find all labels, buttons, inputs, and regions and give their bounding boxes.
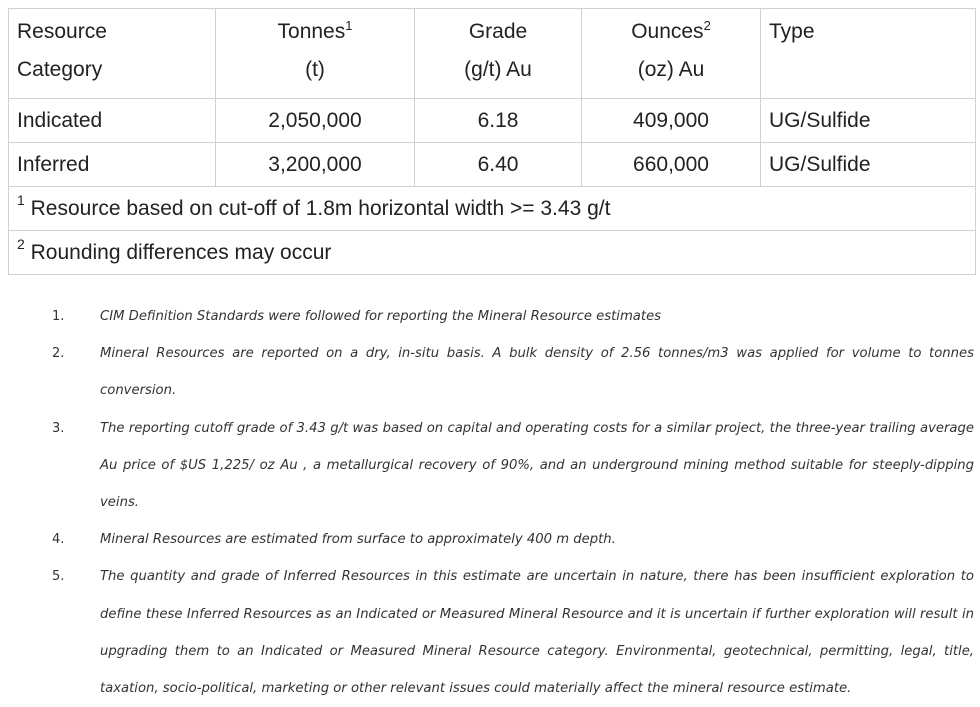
note-number: 4.: [52, 532, 65, 548]
header-tonnes-sup: 1: [345, 18, 353, 33]
note-text: Mineral Resources are reported on a dry, in-situ basis. A bulk density of 2.56 tonnes/m3 was applied for volume to tonnes conversion.: [100, 346, 974, 399]
header-category-line1: Resource: [17, 20, 107, 43]
cell-grade: 6.18: [415, 99, 582, 143]
note-text: The quantity and grade of Inferred Resources in this estimate are uncertain in nature, there has been insufficient exploration to define these Inferred Resources as an Indicated or Measured Mineral Resource and it is uncertain if further exploration will result in upgrading them to an Indicated or Measured Mineral Resource category. Environmental, geotechnical, permitting, legal, title, taxation, socio-political, marketing or other relevant issues could materially affect the mineral resource estimate.: [100, 569, 974, 697]
header-type: [761, 9, 976, 99]
note-number: 5.: [52, 569, 65, 585]
note-text: CIM Definition Standards were followed for reporting the Mineral Resource estimates: [100, 309, 662, 324]
table-footnote: [9, 231, 976, 275]
notes-list: [0, 298, 974, 707]
cell-category: Indicated: [9, 99, 216, 143]
cell-category: Inferred: [9, 143, 216, 187]
header-category-line2: Category: [17, 58, 103, 81]
cell-type: UG/Sulfide: [761, 99, 976, 143]
header-ounces-sup: 2: [703, 18, 711, 33]
cell-ounces: 409,000: [582, 99, 761, 143]
table-footnote-row: [9, 187, 976, 231]
cell-tonnes: 2,050,000: [216, 99, 415, 143]
cell-type: UG/Sulfide: [761, 143, 976, 187]
header-category: [9, 9, 216, 99]
footnote-marker: 2: [17, 236, 25, 252]
list-item: [0, 410, 974, 522]
list-item: [0, 521, 974, 558]
header-ounces-label: Ounces: [631, 20, 704, 43]
note-number: 1.: [52, 309, 65, 324]
header-tonnes-label: Tonnes: [277, 20, 346, 43]
note-number: 3.: [52, 420, 65, 436]
note-text: Mineral Resources are estimated from surface to approximately 400 m depth.: [100, 532, 616, 548]
header-tonnes: [216, 9, 415, 99]
cell-tonnes: 3,200,000: [216, 143, 415, 187]
header-tonnes-unit: (t): [305, 58, 325, 81]
cell-grade: 6.40: [415, 143, 582, 187]
note-number: 2.: [52, 346, 65, 362]
table-row: [9, 143, 976, 187]
resource-table: [8, 8, 976, 275]
cell-ounces: 660,000: [582, 143, 761, 187]
header-grade: [415, 9, 582, 99]
header-ounces-unit: (oz) Au: [637, 58, 705, 81]
table-footnote-row: [9, 231, 976, 275]
list-item: [0, 558, 974, 707]
list-item: [0, 335, 974, 409]
header-ounces: [582, 9, 761, 99]
header-grade-label: Grade: [468, 20, 528, 43]
footnote-text: Rounding differences may occur: [24, 241, 332, 264]
header-grade-unit: (g/t) Au: [464, 58, 532, 81]
table-row: [9, 99, 976, 143]
header-type-label: Type: [769, 20, 815, 43]
footnote-text: Resource based on cut-off of 1.8m horizontal width >= 3.43 g/t: [24, 197, 611, 220]
footnote-marker: 1: [17, 192, 25, 208]
note-text: The reporting cutoff grade of 3.43 g/t was based on capital and operating costs for a similar project, the three-year trailing average Au price of $US 1,225/ oz Au , a metallurgical recovery of 90%, and an underground mining method suitable for steeply-dipping veins.: [100, 420, 974, 511]
table-footnote: [9, 187, 976, 231]
list-item: [0, 298, 974, 335]
table-header-row: [9, 9, 976, 99]
